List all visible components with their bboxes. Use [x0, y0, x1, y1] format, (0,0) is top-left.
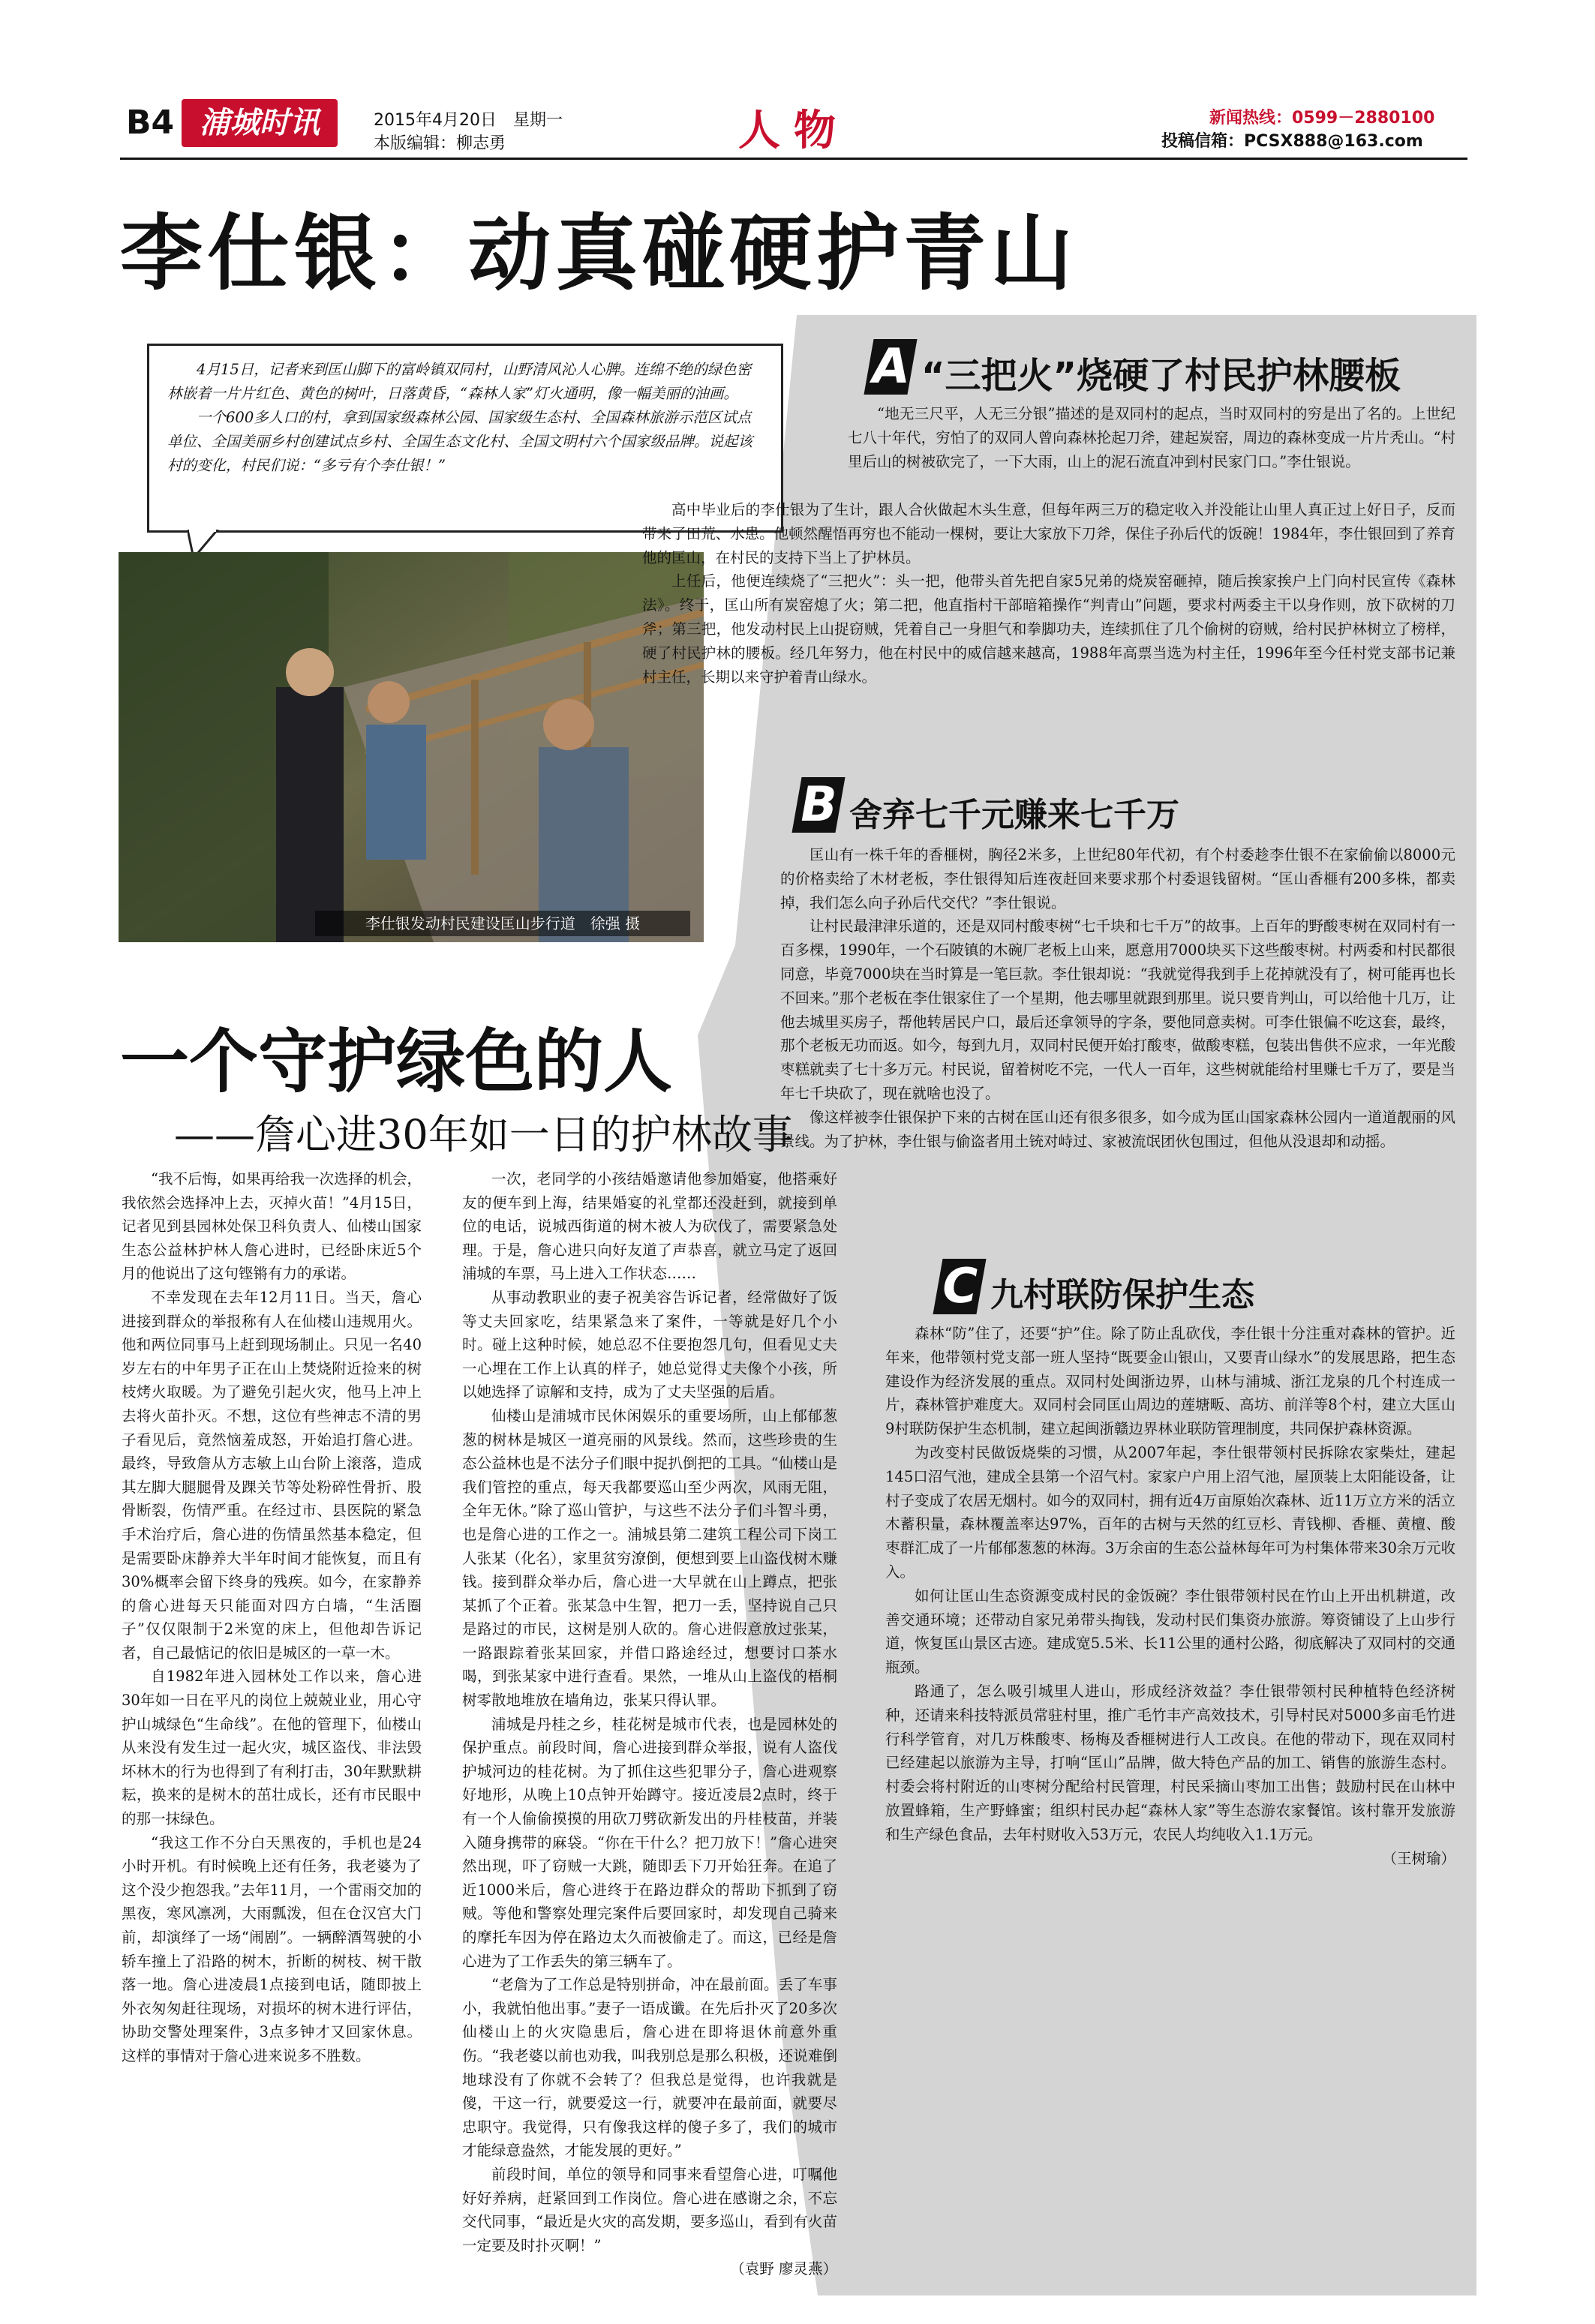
feature-paragraph: “我这工作不分白天黑夜的，手机也是24小时开机。有时候晚上还有任务，我老婆为了这个没少抱怨我。”去年11月，一个雷雨交加的黑夜，寒风凛冽，大雨瓢泼，但在仓汉宫大门前，却演绎了一场“闹剧”。一辆醉酒驾驶的小轿车撞上了沿路的树木，折断的树枝、树干散落一地。詹心进凌晨1点接到电话，随即披上外衣匆匆赶往现场，对损坏的树木进行评估，协助交警处理案件，3点多钟才又回家休息。这样的事情对于詹心进来说多不胜数。 — [122, 1833, 422, 2064]
feature-paragraph: 仙楼山是浦城市民休闲娱乐的重要场所，山上郁郁葱葱的树林是城区一道亮丽的风景线。然而，这些珍贵的生态公益林也是不法分子们眼中捉扒倒把的工具。“仙楼山是我们管控的重点，每天我都要巡山至少两次，风雨无阻，全年无休。”除了巡山管护，与这些不法分子们斗智斗勇，也是詹心进的工作之一。浦城县第二建筑工程公司下岗工人张某（化名），家里贫穷潦倒，便想到要上山盗伐树木赚钱。接到群众举办后，詹心进一大早就在山上蹲点，把张某抓了个正着。张某急中生智，把刀一丢，坚持说自己只是路过的市民，这树是别人砍的。詹心进假意放过张某，一路跟踪着张某回家，并借口路途经过，想要讨口茶水喝，到张某家中进行查看。果然，一堆从山上盗伐的梧桐树零散地堆放在墙角边，张某只得认罪。 — [462, 1407, 837, 1710]
intro-paragraph: 一个600多人口的村，拿到国家级森林公园、国家级生态村、全国森林旅游示范区试点单位、全国美丽乡村创建试点乡村、全国生态文化村、全国文明村六个国家级品牌。说起该村的变化，村民们说：“多亏有个李仕银！” — [167, 409, 753, 474]
page-editor: 本版编辑：柳志勇 — [374, 134, 506, 153]
feature-column-1 — [122, 1167, 422, 2068]
section-a-title: “三把火”烧硬了村民护林腰板 — [921, 355, 1401, 397]
feature-paragraph: 一次，老同学的小孩结婚邀请他参加婚宴，他搭乘好友的便车到上海，结果婚宴的礼堂都还没赶到，就接到单位的电话，说城西街道的树木被人为砍伐了，需要紧急处理。于是，詹心进只向好友道了声恭喜，就立马定了返回浦城的车票，马上进入工作状态…… — [462, 1170, 837, 1283]
section-a-paragraph: “地无三尺平，人无三分银”描述的是双同村的起点，当时双同村的穷是出了名的。上世纪七八十年代，穷怕了的双同人曾向森林抡起刀斧，建起炭窑，周边的森林变成一片片秃山。“村里后山的树被砍完了，一下大雨，山上的泥石流直冲到村民家门口。”李仕银说。 — [848, 405, 1455, 470]
section-a-paragraph: 上任后，他便连续烧了“三把火”：头一把，他带头首先把自家5兄弟的烧炭窑砸掉，随后挨家挨户上门向村民宣传《森林法》。终于，匡山所有炭窑熄了火；第二把，他直指村干部暗箱操作“判青山”问题，要求村两委主干以身作则，放下砍树的刀斧；第三把，他发动村民上山捉窃贼，凭着自己一身胆气和拳脚功夫，连续抓住了几个偷树的窃贼，给村民护林树立了榜样，硬了村民护林的腰板。经几年努力，他在村民中的威信越来越高，1988年高票当选为村主任，1996年至今任村党支部书记兼村主任，长期以来守护着青山绿水。 — [642, 572, 1455, 686]
forest-stairway-illustration — [119, 552, 704, 942]
feature-paragraph: 浦城是丹桂之乡，桂花树是城市代表，也是园林处的保护重点。前段时间，詹心进接到群众举报，说有人盗伐护城河边的桂花树。为了抓住这些犯罪分子，詹心进观察好地形，从晚上10点钟开始蹲守。接近凌晨2点时，终于有一个人偷偷摸摸的用砍刀劈砍新发出的丹桂枝苗，并装入随身携带的麻袋。“你在干什么？把刀放下！”詹心进突然出现，吓了窃贼一大跳，随即丢下刀开始狂奔。在追了近1000米后，詹心进终于在路边群众的帮助下抓到了窃贼。等他和警察处理完案件后要回家时，却发现自己骑来的摩托车因为停在路边太久而被偷走了。而这，已经是詹心进为了工作丢失的第三辆车了。 — [462, 1715, 837, 1970]
feature-paragraph: 从事动教职业的妻子祝美容告诉记者，经常做好了饭等丈夫回家吃，结果紧急来了案件，一等就是好几个小时。碰上这种时候，她总忍不住要抱怨几句，但看见丈夫一心埋在工作上认真的样子，她总觉得丈夫像个小孩，所以她选择了谅解和支持，成为了丈夫坚强的后盾。 — [462, 1288, 837, 1401]
section-b-title: 舍弃七千元赚来七千万 — [849, 796, 1179, 834]
page-number: B4 — [126, 104, 175, 142]
section-b-body — [780, 843, 1455, 1153]
section-b-paragraph: 像这样被李仕银保护下来的古树在匡山还有很多很多，如今成为匡山国家森林公园内一道道靓丽的风景线。为了护林，李仕银与偷盗者用土铳对峙过、家被流氓团伙包围过，但他从没退却和动摇。 — [780, 1108, 1455, 1150]
news-hotline: 新闻热线：0599－2880100 — [1209, 109, 1435, 128]
section-c-paragraph: 路通了，怎么吸引城里人进山，形成经济效益？李仕银带领村民种植特色经济树种，还请来科技特派员常驻村里，推广毛竹丰产高效技术，引导村民对5000多亩毛竹进行科学管育，对几万株酸枣、杨梅及香榧树进行人工改良。在他的带动下，现在双同村已经建起以旅游为主导，打响“匡山”品牌，做大特色产品的加工、销售的旅游生态村。村委会将村附近的山枣树分配给村民管理，村民采摘山枣加工出售；鼓励村民在山林中放置蜂箱，生产野蜂蜜；组织村民办起“森林人家”等生态游农家餐馆。该村靠开发旅游和生产绿色食品，去年村财收入53万元，农民人均纯收入1.1万元。 — [885, 1682, 1455, 1843]
submission-email: 投稿信箱：PCSX888@163.com — [1161, 132, 1423, 151]
section-c-paragraph: 森林“防”住了，还要“护”住。除了防止乱砍伐，李仕银十分注重对森林的管护。近年来，他带领村党支部一班人坚持“既要金山银山，又要青山绿水”的发展思路，把生态建设作为经济发展的重点。双同村处闽浙边界，山林与浦城、浙江龙泉的几个村连成一片，森林管护难度大。双同村会同匡山周边的莲塘畈、高坊、前洋等8个村，建立大匡山9村联防保护生态机制，建立起闽浙赣边界林业联防管理制度，共同保护森林资源。 — [885, 1325, 1455, 1438]
section-name: 人物 — [738, 107, 849, 155]
section-c-body — [885, 1322, 1455, 1870]
section-b-paragraph: 匡山有一株千年的香榧树，胸径2米多，上世纪80年代初，有个村委趁李仕银不在家偷偷以8000元的价格卖给了木材老板，李仕银得知后连夜赶回来要求那个村委退钱留树。“匡山香榧有200多株，都卖掉，我们怎么向子孙后代交代？”李仕银说。 — [780, 846, 1455, 911]
photo-caption: 李仕银发动村民建设匡山步行道 徐强 摄 — [315, 911, 690, 936]
feature-paragraph: 自1982年进入园林处工作以来，詹心进30年如一日在平凡的岗位上兢兢业业，用心守护山城绿色“生命线”。在他的管理下，仙楼山从来没有发生过一起火灾，城区盗伐、非法毁坏林木的行为也得到了有利打击，30年默默耕耘，换来的是树木的茁壮成长，还有市民眼中的那一抹绿色。 — [122, 1668, 422, 1828]
section-a-paragraph: 高中毕业后的李仕银为了生计，跟人合伙做起木头生意，但每年两三万的稳定收入并没能让山里人真正过上好日子，反而带来了田荒、水患。他顿然醒悟再穷也不能动一棵树，要让大家放下刀斧，保住子孙后代的饭碗！1984年，李仕银回到了养育他的匡山，在村民的支持下当上了护林员。 — [642, 501, 1455, 566]
main-headline: 李仕银：动真碰硬护青山 — [120, 206, 1077, 302]
feature-paragraph: “我不后悔，如果再给我一次选择的机会，我依然会选择冲上去，灭掉火苗！”4月15日，记者见到县园林处保卫科负责人、仙楼山国家生态公益林护林人詹心进时，已经卧床近5个月的他说出了这句铿锵有力的承诺。 — [122, 1170, 422, 1283]
newspaper-logo: 浦城时讯 — [182, 99, 338, 147]
feature-paragraph: 不幸发现在去年12月11日。当天，詹心进接到群众的举报称有人在仙楼山违规用火。他和两位同事马上赶到现场制止。只见一名40岁左右的中年男子正在山上焚烧附近捡来的树枝烤火取暖。为了避免引起火灾，他马上冲上去将火苗扑灭。不想，这位有些神志不清的男子看见后，竟然恼羞成怒，开始追打詹心进。最终，导致詹从方志敏上山台阶上滚落，造成其左脚大腿腿骨及踝关节等处粉碎性骨折、股骨断裂，伤情严重。在经过市、县医院的紧急手术治疗后，詹心进的伤情虽然基本稳定，但是需要卧床静养大半年时间才能恢复，而且有30%概率会留下终身的残疾。如今，在家静养的詹心进每天只能面对四方白墙，“生活圈子”仅仅限制于2米宽的床上，但他却告诉记者，自己最惦记的依旧是城区的一草一木。 — [122, 1288, 422, 1662]
feature-paragraph: “老詹为了工作总是特别拼命，冲在最前面。丢了车事小，我就怕他出事。”妻子一语成谶。在先后扑灭了20多次仙楼山上的火灾隐患后，詹心进在即将退休前意外重伤。“我老婆以前也劝我，叫我别总是那么积极，还说难倒地球没有了你就不会转了？但我总是觉得，也许我就是傻，干这一行，就要爱这一行，就要冲在最前面，就要尽忠职守。我觉得，只有像我这样的傻子多了，我们的城市才能绿意盎然，才能发展的更好。” — [462, 1976, 837, 2160]
feature-headline: 一个守护绿色的人 — [120, 1022, 673, 1102]
feature-subheadline: ——詹心进30年如一日的护林故事 — [174, 1111, 793, 1158]
section-c-title: 九村联防保护生态 — [990, 1276, 1254, 1314]
section-letter-b: B — [791, 777, 845, 833]
feature-column-2 — [462, 1167, 837, 2281]
section-a-body-wide — [642, 498, 1455, 689]
section-c-paragraph: 如何让匡山生态资源变成村民的金饭碗？李仕银带领村民在竹山上开出机耕道，改善交通环境；还带动自家兄弟带头掏钱，发动村民们集资办旅游。筹资铺设了上山步行道，恢复匡山景区古迹。建成宽5.5米、长11公里的通村公路，彻底解决了双同村的交通瓶颈。 — [885, 1587, 1455, 1677]
section-c-paragraph: 为改变村民做饭烧柴的习惯，从2007年起，李仕银带领村民拆除农家柴灶，建起145口沼气池，建成全县第一个沼气村。家家户户用上沼气池，屋顶装上太阳能设备，让村子变成了农居无烟村。如今的双同村，拥有近4万亩原始次森林、近11万立方米的活立木蓄积量，森林覆盖率达97%，百年的古树与天然的红豆杉、青钱柳、香榧、黄檀、酸枣群汇成了一片郁郁葱葱的林海。3万余亩的生态公益林每年可为村集体带来30余万元收入。 — [885, 1443, 1455, 1581]
feature-byline: （袁野 廖灵燕） — [730, 2260, 837, 2278]
section-letter-c: C — [933, 1259, 986, 1314]
section-b-paragraph: 让村民最津津乐道的，还是双同村酸枣树“七千块和七千万”的故事。上百年的野酸枣树在双同村有一百多棵，1990年，一个石陂镇的木碗厂老板上山来，愿意用7000块买下这些酸枣树。村两委和村民都很同意，毕竟7000块在当时算是一笔巨款。李仕银却说：“我就觉得我到手上花掉就没有了，树可能再也长不回来。”那个老板在李仕银家住了一个星期，他去哪里就跟到那里。说只要肯判山，可以给他十几万，让他去城里买房子，帮他转居民户口，最后还拿领导的字条，要他同意卖树。可李仕银偏不吃这套，最终，那个老板无功而返。如今，每到九月，双同村民便开始打酸枣，做酸枣糕，包装出售供不应求，一年光酸枣糕就卖了七十多万元。村民说，留着树吃不完，一代人一百年，这些树就能给村里赚七千万了，要是当年七千块砍了，现在就啥也没了。 — [780, 917, 1455, 1102]
intro-paragraph: 4月15日，记者来到匡山脚下的富岭镇双同村，山野清风沁人心脾。连绵不绝的绿色密林嵌着一片片红色、黄色的树叶，日落黄昏，“森林人家”灯火通明，像一幅美丽的油画。 — [167, 361, 752, 402]
header-rule — [120, 158, 1467, 160]
issue-date: 2015年4月20日 星期一 — [374, 111, 563, 130]
section-c-byline: （王树瑜） — [1382, 1849, 1455, 1867]
section-a-body — [848, 402, 1455, 473]
news-photo — [119, 552, 704, 942]
feature-paragraph: 前段时间，单位的领导和同事来看望詹心进，叮嘱他好好养病，赶紧回到工作岗位。詹心进在感谢之余，不忘交代同事，“最近是火灾的高发期，要多巡山，看到有火苗一定要及时扑灭啊！” — [462, 2165, 837, 2254]
section-letter-a: A — [864, 339, 917, 395]
